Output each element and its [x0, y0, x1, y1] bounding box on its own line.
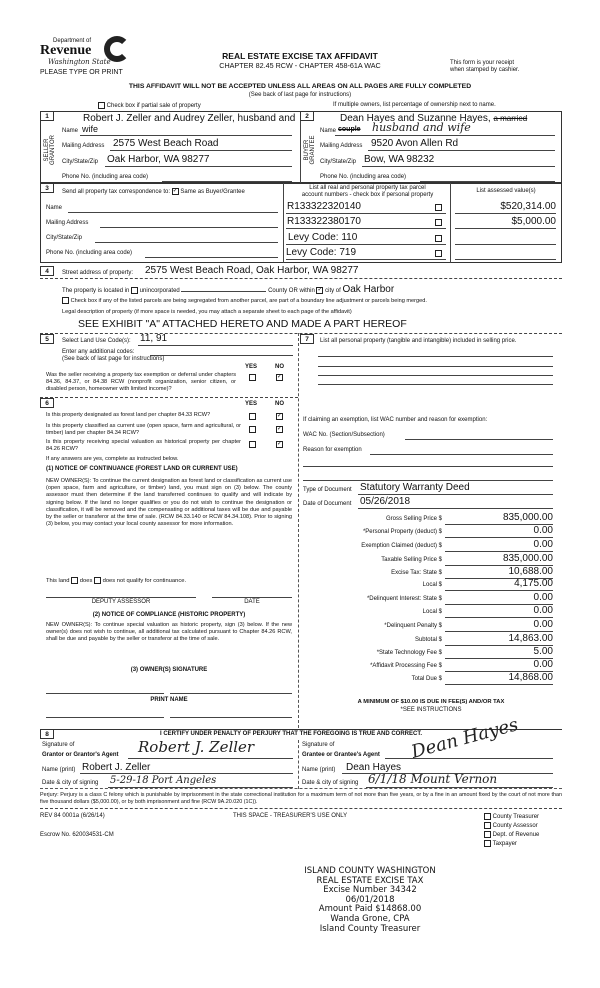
- grantor-agent-label: Grantor or Grantor's Agent: [42, 752, 119, 758]
- seller-city[interactable]: Oak Harbor, WA 98277: [107, 154, 210, 165]
- struck-text-2: couple: [338, 126, 361, 133]
- amount-value[interactable]: 0.00: [533, 605, 553, 616]
- personal-property-checkbox[interactable]: [435, 204, 442, 211]
- stamp-date: 06/01/2018: [345, 894, 395, 905]
- amount-value[interactable]: 0.00: [533, 659, 553, 670]
- print-name-label: PRINT NAME: [150, 697, 188, 703]
- city-checkbox[interactable]: ✓: [317, 286, 323, 293]
- escrow-number: Escrow No. 620034531-CM: [40, 832, 114, 838]
- same-as-buyer-checkbox[interactable]: ✓: [172, 188, 178, 194]
- section-6-number: 6: [40, 398, 54, 408]
- parcel-id: Levy Code: 110: [288, 232, 358, 243]
- additional-codes-label: Enter any additional codes:: [62, 349, 135, 355]
- no-checkbox[interactable]: ✓: [277, 374, 283, 380]
- parcel-id: R133322320140: [287, 201, 361, 212]
- exemption-label: If claiming an exemption, list WAC number and reason for exemption:: [303, 417, 488, 423]
- legal-description-label: Legal description of property (if more space is needed, you may attach a separate sheet to each page of the affidavit): [62, 309, 352, 315]
- amount-value[interactable]: 0.00: [533, 539, 553, 550]
- doc-date-label: Date of Document: [303, 501, 352, 507]
- amount-value[interactable]: 0.00: [533, 592, 553, 603]
- instructions-note: (See back of last page for instructions): [62, 356, 165, 362]
- personal-property-checkbox[interactable]: [435, 235, 442, 242]
- grantor-date-city[interactable]: 5-29-18 Port Angeles: [110, 775, 217, 786]
- no-header: NO: [275, 364, 284, 370]
- amount-value[interactable]: 0.00: [533, 619, 553, 630]
- form-subtitle: CHAPTER 82.45 RCW - CHAPTER 458-61A WAC: [219, 61, 381, 70]
- date-label: DATE: [244, 599, 260, 605]
- buyer-city-label: City/State/Zip: [320, 159, 357, 165]
- segregated-checkbox[interactable]: [62, 297, 69, 304]
- legal-description[interactable]: SEE EXHIBIT "A" ATTACHED HERETO AND MADE A PART HEREOF: [78, 318, 407, 330]
- tax-name-field[interactable]: [68, 212, 278, 213]
- does-checkbox[interactable]: [71, 577, 78, 584]
- does-not-checkbox[interactable]: [94, 577, 101, 584]
- checkbox[interactable]: [484, 822, 491, 829]
- seller-name-2: wife: [82, 124, 99, 134]
- stamp-tax-type: REAL ESTATE EXCISE TAX: [316, 875, 424, 886]
- amount-value[interactable]: 0.00: [533, 525, 553, 536]
- no-header: NO: [275, 401, 284, 407]
- checkbox[interactable]: [484, 813, 491, 820]
- treasurer-use-label: THIS SPACE - TREASURER'S USE ONLY: [233, 813, 348, 819]
- grantee-agent-label: Grantee or Grantee's Agent: [302, 752, 380, 758]
- treasurer-stamp: [270, 867, 470, 934]
- tax-phone-field[interactable]: [145, 257, 278, 258]
- unincorporated-checkbox[interactable]: [131, 287, 138, 294]
- amount-value[interactable]: 10,688.00: [508, 566, 553, 577]
- partial-sale-label: Check box if partial sale of property: [106, 103, 201, 110]
- doc-type-label: Type of Document: [303, 487, 352, 493]
- parcel-id: Levy Code: 719: [286, 247, 357, 258]
- checkbox[interactable]: [484, 840, 491, 847]
- if-yes-note: If any answers are yes, complete as instructed below.: [46, 456, 179, 462]
- stamp-treasurer-title: Island County Treasurer: [319, 923, 421, 934]
- signature-of-label: Signature of: [42, 742, 75, 748]
- no-checkbox[interactable]: ✓: [277, 441, 283, 447]
- checkbox[interactable]: [484, 831, 491, 838]
- owner-signature-label: (3) OWNER(S) SIGNATURE: [130, 667, 208, 673]
- seller-mail[interactable]: 2575 West Beach Road: [113, 138, 219, 149]
- amount-label: *Delinquent Penalty $: [384, 623, 442, 629]
- seller-name-label: Name: [62, 128, 79, 134]
- additional-codes-field[interactable]: [150, 355, 293, 356]
- signature-of-label: Signature of: [302, 742, 335, 748]
- logo-line2: Revenue: [40, 43, 92, 58]
- seller-mail-label: Mailing Address: [62, 143, 105, 149]
- parcel-header: List all real and personal property tax parcel: [309, 185, 426, 191]
- copy-county-treasurer[interactable]: County Treasurer: [484, 813, 539, 820]
- no-checkbox[interactable]: ✓: [277, 426, 283, 432]
- stamp-excise-number: Excise Number 34342: [323, 885, 417, 896]
- section-5-number: 5: [40, 334, 54, 344]
- amount-label: *State Technology Fee $: [376, 650, 442, 656]
- tax-phone-label: Phone No. (including area code): [46, 250, 133, 256]
- receipt-note: This form is your receipt: [450, 60, 515, 66]
- amount-value[interactable]: 4,175.00: [514, 578, 553, 589]
- warning: THIS AFFIDAVIT WILL NOT BE ACCEPTED UNLESS ALL AREAS ON ALL PAGES ARE FULLY COMPLETED: [128, 83, 472, 90]
- buyer-name-label: Name: [320, 128, 337, 134]
- parcel-header-2: account numbers - check box if personal property: [301, 192, 434, 198]
- yes-checkbox[interactable]: [249, 413, 256, 420]
- city-name: Oak Harbor: [342, 284, 395, 295]
- notice-continuance-title: (1) NOTICE OF CONTINUANCE (FOREST LAND OR CURRENT USE): [46, 466, 238, 472]
- yes-checkbox[interactable]: [249, 374, 256, 381]
- grantee-date-city[interactable]: 6/1/18 Mount Vernon: [368, 772, 498, 786]
- street-label: Street address of property:: [62, 270, 134, 276]
- tax-city-field[interactable]: [95, 242, 278, 243]
- forest-land-question: Is this property designated as forest land per chapter 84.33 RCW?: [46, 412, 211, 418]
- seller-phone-field[interactable]: [162, 181, 292, 182]
- date-city-label: Date & city of signing: [302, 780, 359, 786]
- date-city-label: Date & city of signing: [42, 780, 99, 786]
- amount-label: *Personal Property (deduct) $: [362, 529, 442, 535]
- section-1-number: 1: [40, 111, 54, 121]
- current-use-question: Is this property classified as current use (open space, farm and agricultural, or timber) land per chapter 84.34 RCW?: [46, 423, 241, 437]
- send-correspondence: Send all property tax correspondence to: ✓ Same as Buyer/Grantee: [62, 188, 245, 196]
- doc-date[interactable]: 05/26/2018: [360, 496, 411, 507]
- historical-question: Is this property receiving special valuation as historical property per chapter 84.26 RCW?: [46, 439, 241, 453]
- amount-label: Exemption Claimed (deduct) $: [361, 543, 442, 549]
- amount-label: *Delinquent Interest: State $: [366, 596, 442, 602]
- wac-label: WAC No. (Section/Subsection): [303, 432, 385, 438]
- qualify-continuance: This land does does not qualify for continuance.: [46, 578, 187, 585]
- grantor-name[interactable]: Robert J. Zeller: [82, 762, 151, 773]
- copy-taxpayer[interactable]: Taxpayer: [484, 840, 517, 847]
- seller-name: Robert J. Zeller and Audrey Zeller, husband and: [83, 113, 296, 124]
- parcel-id: R133322380170: [287, 216, 361, 227]
- seller-phone-label: Phone No. (including area code): [62, 174, 149, 180]
- tax-mail-field[interactable]: [100, 227, 278, 228]
- segregated: Check box if any of the listed parcels are being segregated from another parcel, are part of a boundary line adjustment or parcels being merged.: [62, 297, 427, 304]
- buyer-mail[interactable]: 9520 Avon Allen Rd: [371, 138, 459, 149]
- please-type: PLEASE TYPE OR PRINT: [40, 69, 123, 76]
- perjury-notice: Perjury: Perjury is a class C felony which is punishable by imprisonment in the state correctional institution for a maximum term of not more than five years, or by a fine in an amount fixed by the court of not more than five thousand dollars ($5,000.00), or by both imprisonment and fine (RCW 9A.20.020 (1C)).: [40, 792, 562, 805]
- buyer-phone-label: Phone No. (including area code): [320, 174, 407, 180]
- amount-label: Local $: [422, 609, 442, 615]
- reason-label: Reason for exemption: [303, 447, 362, 453]
- logo-line3: Washington State: [48, 58, 111, 66]
- amount-value[interactable]: 835,000.00: [502, 512, 553, 523]
- amount-label: Total Due $: [411, 676, 442, 682]
- property-location: The property is located in unincorporated County OR within ✓ city of Oak Harbor: [62, 284, 395, 295]
- yes-header: YES: [245, 364, 258, 370]
- seller-city-label: City/State/Zip: [62, 159, 99, 165]
- struck-text: a married: [493, 114, 528, 123]
- copy-dept-revenue[interactable]: Dept. of Revenue: [484, 831, 539, 838]
- personal-property-checkbox[interactable]: [435, 219, 442, 226]
- section-7-number: 7: [300, 334, 314, 344]
- land-use-codes[interactable]: 11, 91: [140, 333, 168, 344]
- stamp-amount-paid: Amount Paid $14868.00: [318, 904, 422, 915]
- seller-grantor-label: SELLER GRANTOR: [44, 135, 56, 165]
- see-back: (See back of last page for instructions): [248, 92, 352, 98]
- grantee-signature[interactable]: Dean Hayes: [409, 714, 521, 763]
- form-title: REAL ESTATE EXCISE TAX AFFIDAVIT: [222, 51, 378, 61]
- copy-county-assessor[interactable]: County Assessor: [484, 822, 538, 829]
- grantee-name[interactable]: Dean Hayes: [346, 762, 402, 773]
- stamp-county: ISLAND COUNTY WASHINGTON: [304, 866, 436, 876]
- name-print-label: Name (print): [302, 767, 336, 773]
- amount-label: *Affidavit Processing Fee $: [370, 663, 442, 669]
- certify-statement: I CERTIFY UNDER PENALTY OF PERJURY THAT THE FOREGOING IS TRUE AND CORRECT.: [160, 731, 423, 737]
- amount-value[interactable]: 5.00: [533, 646, 553, 657]
- buyer-grantee-label: BUYER GRANTEE: [304, 135, 316, 165]
- buyer-phone-field[interactable]: [420, 181, 555, 182]
- multiple-owners-note: If multiple owners, list percentage of ownership next to name.: [333, 102, 496, 108]
- amount-value[interactable]: 14,868.00: [508, 672, 553, 683]
- street-address[interactable]: 2575 West Beach Road, Oak Harbor, WA 98277: [145, 265, 359, 276]
- buyer-handwritten-name: husband and wife: [372, 121, 471, 134]
- notice-compliance-text: NEW OWNER(S): To continue special valuation as historic property, sign (3) below. If the new owner(s) does not wish to continue, all additional tax calculated pursuant to Chapter 84.26 RCW, shall be due and payable by the seller or transferor at the time of sale.: [46, 622, 292, 643]
- minimum-due-note: A MINIMUM OF $10.00 IS DUE IN FEE(S) AND/OR TAX: [357, 699, 505, 705]
- wac-field[interactable]: [405, 439, 553, 440]
- tax-mail-label: Mailing Address: [46, 220, 89, 226]
- amount-value[interactable]: 835,000.00: [502, 553, 553, 564]
- personal-property-label: List all personal property (tangible and intangible) included in selling price.: [320, 338, 517, 344]
- land-use-label: Select Land Use Code(s):: [62, 338, 131, 344]
- deputy-assessor-label: DEPUTY ASSESSOR: [91, 599, 151, 605]
- logo-line1: Department of: [53, 38, 92, 44]
- assessed-header: List assessed value(s): [476, 188, 536, 194]
- stamp-treasurer-name: Wanda Grone, CPA: [330, 913, 410, 924]
- amount-label: Local $: [422, 582, 442, 588]
- yes-header: YES: [245, 401, 258, 407]
- tax-name-label: Name: [46, 205, 63, 211]
- receipt-note-2: when stamped by cashier.: [450, 67, 520, 73]
- tax-city-label: City/State/Zip: [46, 235, 83, 241]
- amount-label: Taxable Selling Price $: [381, 557, 442, 563]
- form-revision: REV 84 0001a (6/26/14): [40, 813, 105, 819]
- amount-value[interactable]: 14,863.00: [508, 633, 553, 644]
- assessed-value: $520,314.00: [500, 201, 556, 212]
- name-print-label: Name (print): [42, 767, 76, 773]
- buyer-city[interactable]: Bow, WA 98232: [364, 154, 435, 165]
- section-4-number: 4: [40, 266, 54, 276]
- partial-sale-checkbox[interactable]: [98, 102, 105, 109]
- section-2-number: 2: [300, 111, 314, 121]
- notice-continuance-text: NEW OWNER(S): To continue the current designation as forest land or classification as current use (open space, farm and agriculture, or timber) land, you must sign on (3) below. The county assessor must then determine if the land transferred continues to qualify and will indicate by signing below. If the land no longer qualifies or you do not wish to continue the designation or classification, it will be removed and the compensating or additional taxes will be due and payable by the seller or transferor at the time of sale. (RCW 84.33.140 or RCW 84.34.108). Prior to signing (3) below, you may contact your local county assessor for more information.: [46, 478, 292, 528]
- section-8-number: 8: [40, 729, 54, 739]
- reason-field[interactable]: [370, 454, 553, 455]
- see-instructions: *SEE INSTRUCTIONS: [400, 707, 462, 713]
- amount-label: Excise Tax: State $: [391, 570, 442, 576]
- yes-checkbox[interactable]: [249, 426, 256, 433]
- amount-label: Gross Selling Price $: [385, 516, 442, 522]
- amount-label: Subtotal $: [414, 637, 442, 643]
- buyer-mail-label: Mailing Address: [320, 143, 363, 149]
- grantor-signature[interactable]: Robert J. Zeller: [138, 738, 255, 756]
- yes-checkbox[interactable]: [249, 441, 256, 448]
- no-checkbox[interactable]: ✓: [277, 413, 283, 419]
- assessed-value: $5,000.00: [511, 216, 556, 227]
- doc-type[interactable]: Statutory Warranty Deed: [360, 482, 470, 493]
- exemption-question: Was the seller receiving a property tax exemption or deferral under chapters 84.36, 84.37, or 84.38 RCW (nonprofit organization, senior citizen, or disabled person, homeowner with limited income)?: [46, 372, 236, 393]
- partial-sale[interactable]: [98, 102, 201, 109]
- buyer-name: Dean Hayes and Suzanne Hayes, a married: [340, 113, 528, 124]
- section-3-number: 3: [40, 183, 54, 193]
- notice-compliance-title: (2) NOTICE OF COMPLIANCE (HISTORIC PROPERTY): [92, 612, 246, 618]
- personal-property-checkbox[interactable]: [435, 250, 442, 257]
